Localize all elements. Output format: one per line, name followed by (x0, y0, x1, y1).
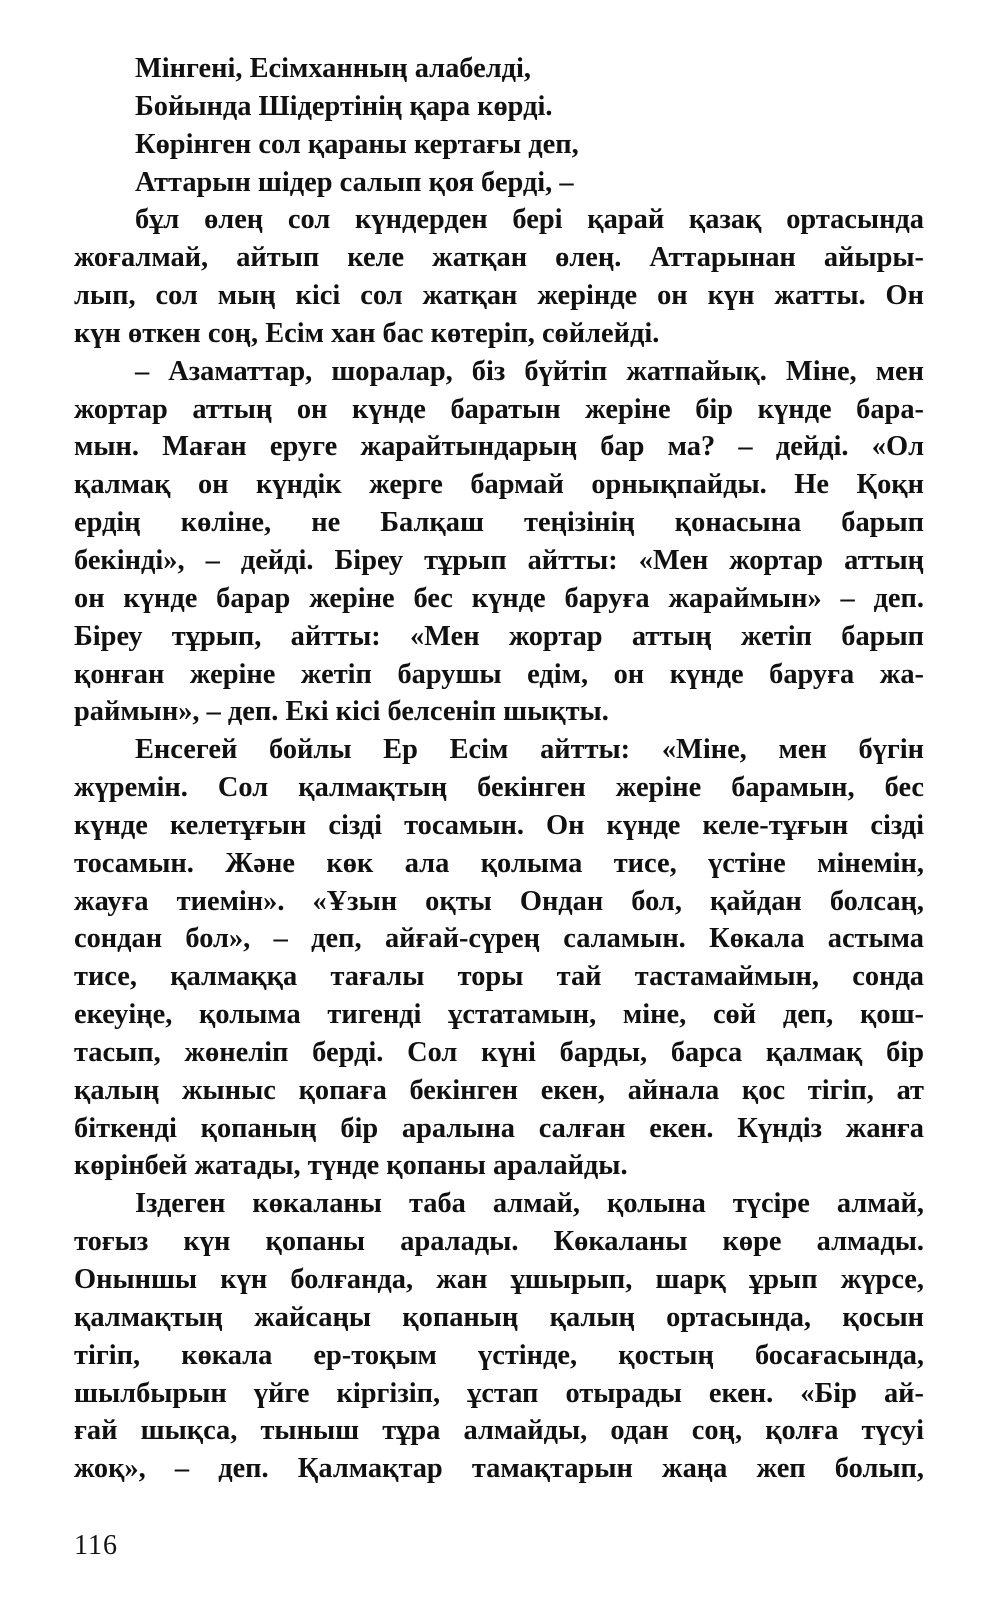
poem-line: Аттарын шідер салып қоя берді, – (135, 166, 574, 198)
poem-line: Мінгені, Есімханның алабелді, (135, 53, 531, 84)
text-line: – Азаматтар, шоралар, біз бүйтіп жатпайық. Міне, мен (135, 355, 924, 387)
text-line: тасып, жөнеліп берді. Сол күні барды, барса қалмақ бір (74, 1036, 924, 1068)
text-line: мын. Маған еруге жарайтындарың бар ма? – дейді. «Ол (74, 431, 924, 463)
page-number: 116 (74, 1530, 118, 1561)
text-line: лып, сол мың кісі сол жатқан жерінде он күн жатты. Он (74, 280, 924, 312)
poem-stanza (74, 50, 924, 201)
poem-line: Бойында Шідертінің қара көрді. (135, 90, 553, 122)
text-line: жортар аттың он күнде баратын жеріне бір күнде бара- (74, 393, 924, 425)
text-line: қалың жыныс қопаға бекінген екен, айнала қос тігіп, ат (74, 1074, 924, 1106)
text-line: екеуіңе, қолыма тигенді ұстатамын, міне, сөй деп, қош- (74, 999, 924, 1031)
text-line: тоғыз күн қопаны аралады. Көкаланы көре алмады. (74, 1226, 924, 1258)
text-line: қалмақ он күндік жерге бармай орнықпайды. Не Қоқн (74, 469, 924, 501)
text-line: жүремін. Сол қалмақтың бекінген жеріне барамын, бес (74, 772, 924, 804)
paragraph (74, 201, 924, 352)
text-line: күнде келетұғын сізді тосамын. Он күнде келе-тұғын сізді (74, 809, 924, 841)
text-line: тосамын. Және көк ала қолыма тисе, үстіне мінемін, (74, 847, 924, 879)
text-line: шылбырын үйге кіргізіп, ұстап отырады екен. «Бір ай- (74, 1377, 924, 1409)
poem-line: Көрінген сол қараны кертағы деп, (135, 128, 579, 160)
text-line: ғай шықса, тыныш тұра алмайды, одан соң, қолға түсуі (74, 1415, 924, 1447)
text-line: бұл өлең сол күндерден бері қарай қазақ ортасында (135, 204, 924, 236)
text-line: Енсегей бойлы Ер Есім айтты: «Міне, мен бүгін (135, 734, 924, 766)
paragraph (74, 731, 924, 1185)
text-line: Іздеген көкаланы таба алмай, қолына түсіре алмай, (135, 1188, 924, 1220)
text-line: бекінді», – дейді. Біреу тұрып айтты: «Мен жортар аттың (74, 544, 924, 576)
paragraph (74, 1185, 924, 1488)
text-line: көрінбей жатады, түнде қопаны аралайды. (74, 1150, 628, 1182)
text-line: Біреу тұрып, айтты: «Мен жортар аттың жетіп барып (74, 620, 924, 652)
text-line: қалмақтың жайсаңы қопаның қалың ортасында, қосын (74, 1301, 924, 1333)
text-line: сондан бол», – деп, айғай-сүрең саламын. Көкала астыма (74, 923, 924, 955)
text-line: раймын», – деп. Екі кісі белсеніп шықты. (74, 696, 609, 728)
text-line: күн өткен соң, Есім хан бас көтеріп, сөйлейді. (74, 317, 660, 349)
text-line: жауға тиемін». «Ұзын оқты Ондан бол, қайдан болсаң, (74, 885, 924, 917)
page-body-text (74, 50, 924, 1488)
text-line: тігіп, көкала ер-тоқым үстінде, қостың босағасында, (74, 1339, 924, 1371)
text-line: он күнде барар жеріне бес күнде баруға жараймын» – деп. (74, 582, 924, 614)
text-line: жоғалмай, айтып келе жатқан өлең. Аттарынан айыры- (74, 242, 924, 274)
text-line: біткенді қопаның бір аралына салған екен. Күндіз жанға (74, 1112, 924, 1144)
paragraph (74, 353, 924, 731)
text-line: қонған жеріне жетіп барушы едім, он күнде баруға жа- (74, 658, 924, 690)
text-line: Оныншы күн болғанда, жан ұшырып, шарқ ұрып жүрсе, (74, 1264, 924, 1295)
text-line: жоқ», – деп. Қалмақтар тамақтарын жаңа жеп болып, (74, 1453, 924, 1485)
text-line: ердің көліне, не Балқаш теңізінің қонасына барып (74, 507, 924, 539)
text-line: тисе, қалмаққа тағалы торы тай тастамаймын, сонда (74, 961, 924, 993)
